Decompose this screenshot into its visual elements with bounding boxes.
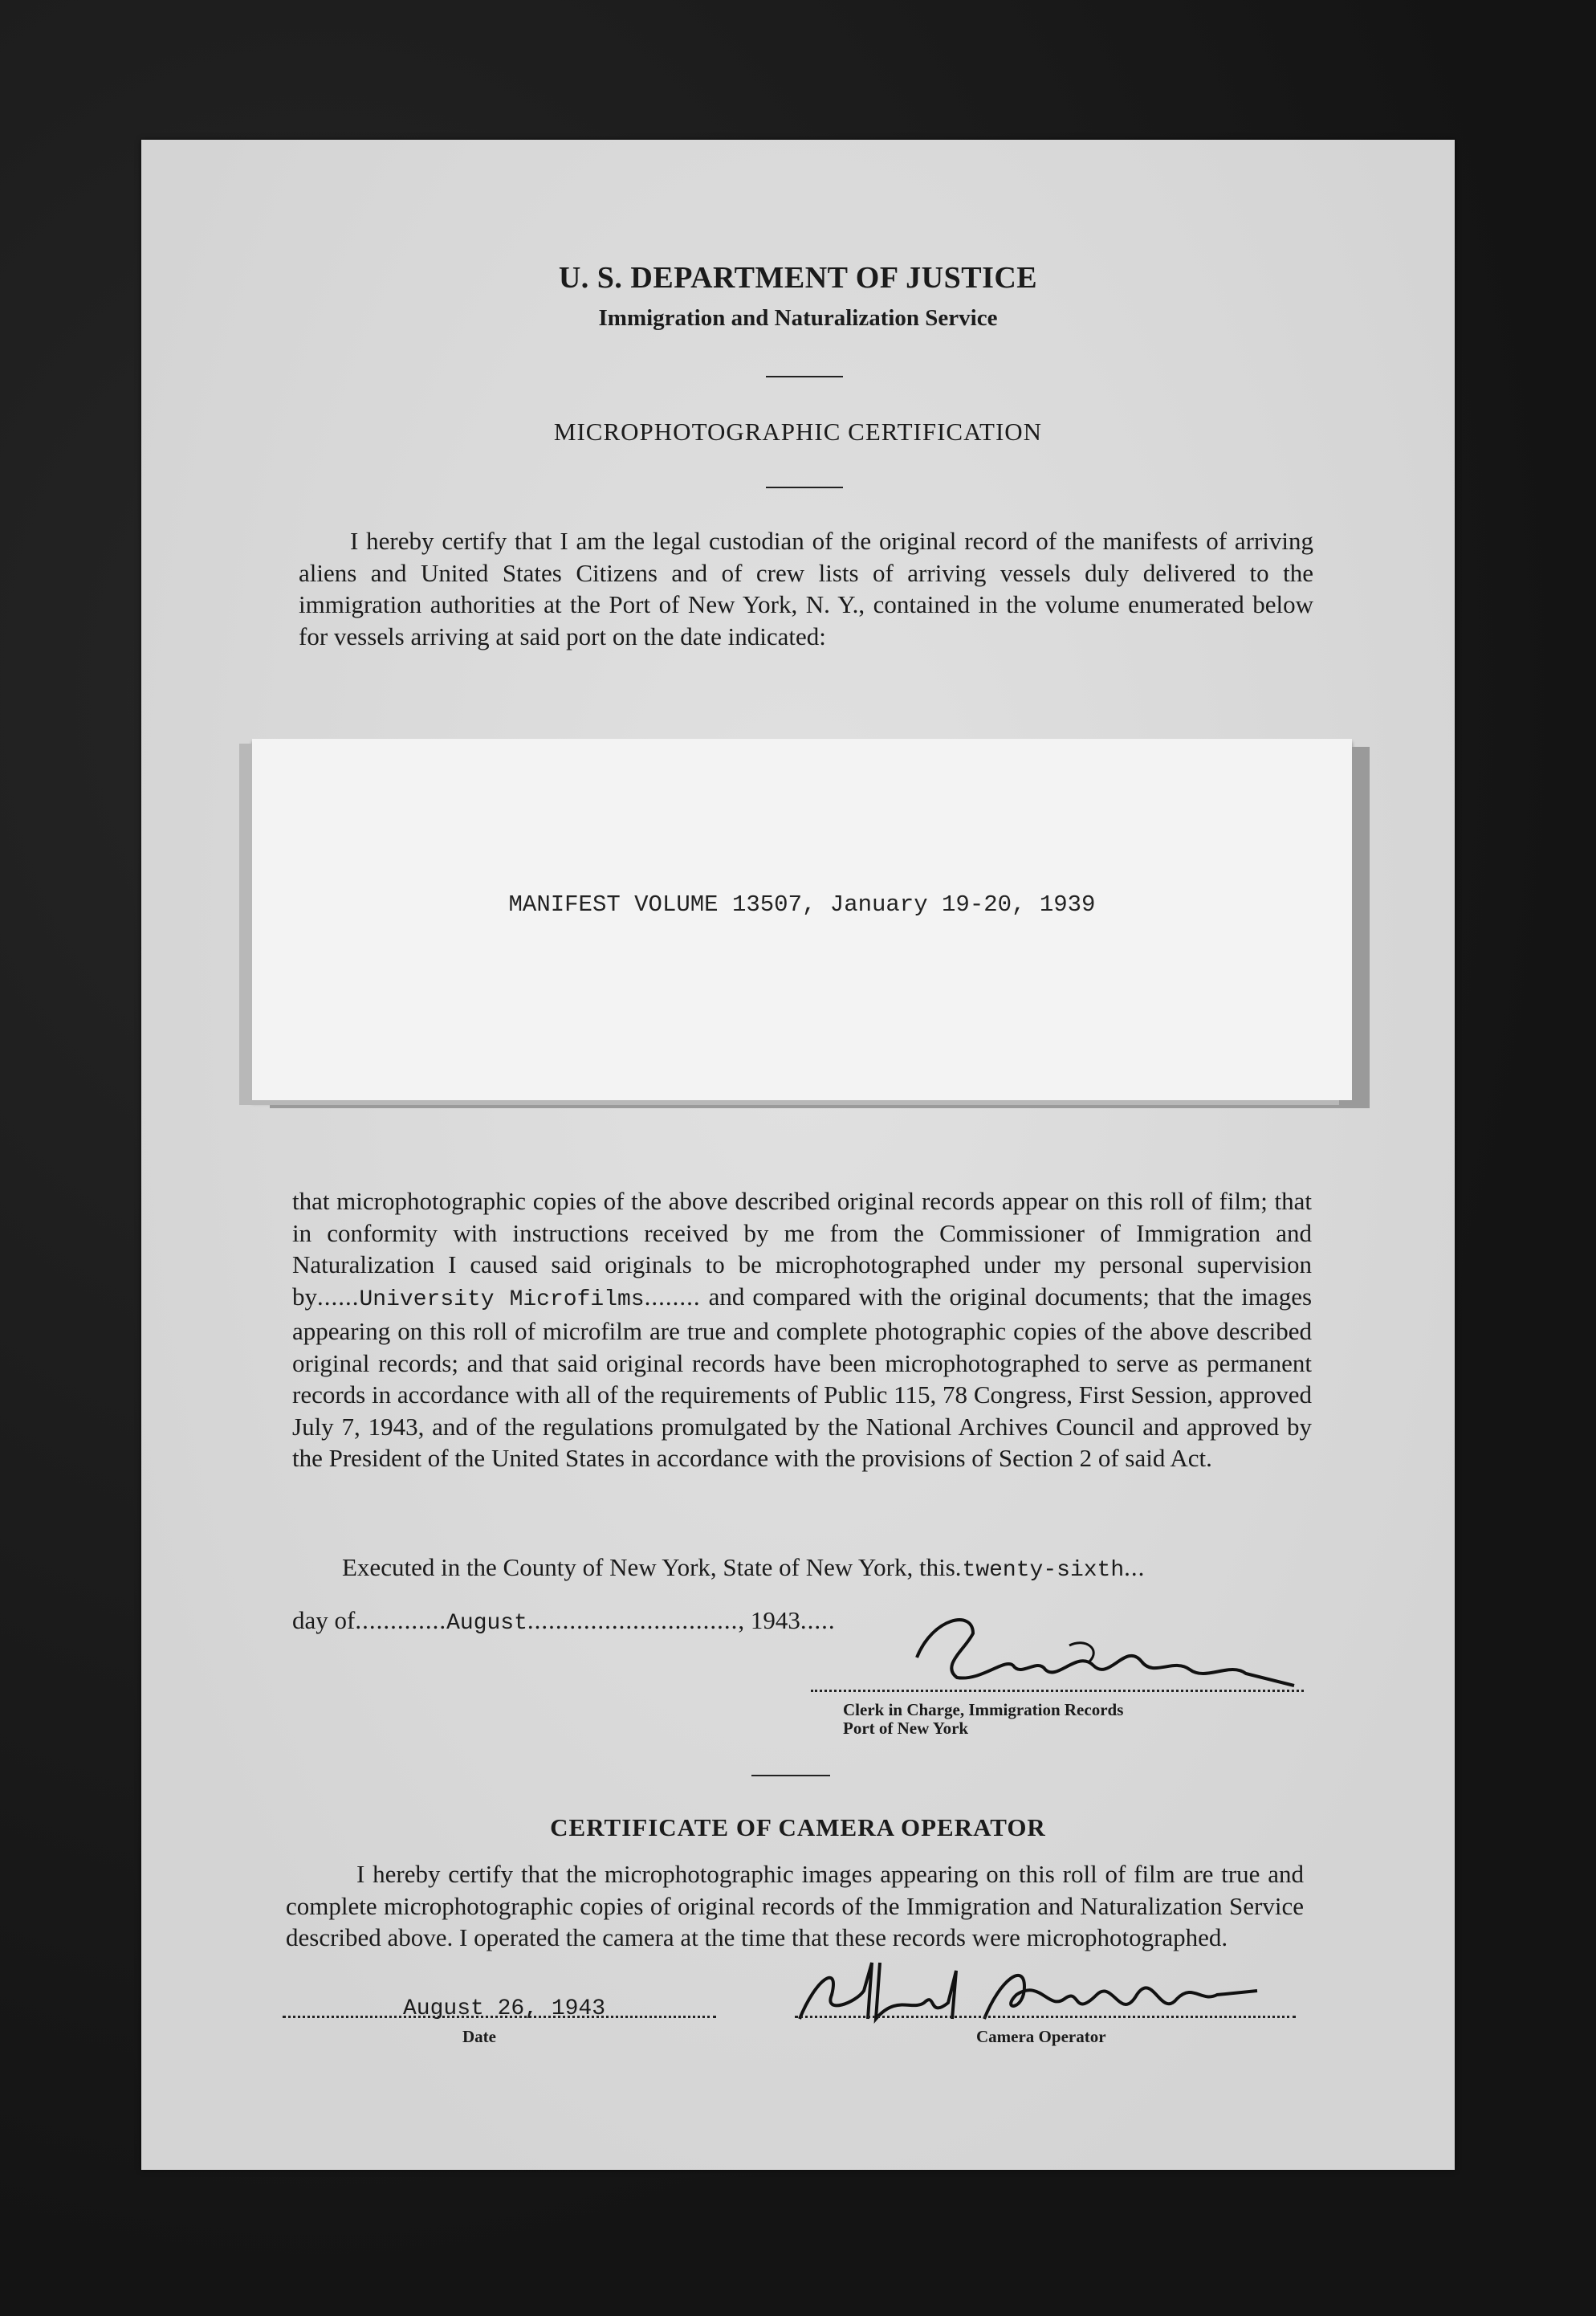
volume-label-strip: [252, 739, 1352, 1100]
date-line: [283, 2016, 716, 2018]
camera-operator-label: Camera Operator: [976, 2027, 1106, 2046]
camera-operator-signature: [784, 1947, 1265, 2035]
supervisor-name: University Microfilms: [359, 1286, 645, 1312]
body-text-part1: that microphotographic copies of the above described original records appear on this roll of film; that in conformity with instructions received by me from the Commissioner of Immigration and Naturalization I caused said originals to be microphotographed under my personal supervision by: [292, 1187, 1312, 1311]
body-text-part2: and compared with the original documents; that the images appearing on this roll of microfilm are true and complete photographic copies of the above described original records; and that said original records have been microphotographed to serve as permanent records in accordance with all of the requirements of Public 115, 78 Congress, First Session, approved July 7, 1943, and of the regulations promulgated by the National Archives Council and approved by the President of the United States in accordance with the provisions of Section 2 of said Act.: [292, 1282, 1313, 1472]
clerk-title-line2: Port of New York: [843, 1719, 969, 1738]
operator-signature-line: [795, 2016, 1296, 2018]
divider: [766, 376, 843, 377]
camera-date-value: August 26, 1943: [403, 1996, 606, 2021]
service-subheading: Immigration and Naturalization Service: [598, 305, 998, 331]
day-of-label: day of: [292, 1606, 356, 1634]
execution-line: Executed in the County of New York, State of New York, this.twenty-sixth...: [342, 1553, 1146, 1583]
intro-paragraph: I hereby certify that I am the legal custodian of the original record of the manifests of arriving aliens and United States Citizens and of crew lists of arriving vessels duly delivered to the immigration authorities at the Port of New York, N. Y., contained in the volume enumerated below for vessels arriving at said port on the date indicated:: [299, 527, 1313, 650]
execution-prefix: Executed in the County of New York, State of New York, this: [342, 1553, 955, 1581]
clerk-signature-line: [811, 1690, 1304, 1692]
execution-day-value: twenty-sixth: [962, 1558, 1125, 1583]
camera-certificate-title: CERTIFICATE OF CAMERA OPERATOR: [550, 1813, 1046, 1841]
camera-paragraph: I hereby certify that the microphotographic images appearing on this roll of film are true and complete microphotographic copies of original records of the Immigration and Naturalization Service described above. I operated the camera at the time that these records were microphotographed.: [286, 1860, 1304, 1951]
manifest-volume-label: MANIFEST VOLUME 13507, January 19-20, 1939: [508, 891, 1096, 918]
execution-month-value: August: [446, 1611, 527, 1636]
execution-year: , 1943: [738, 1606, 800, 1634]
department-heading: U. S. DEPARTMENT OF JUSTICE: [558, 261, 1038, 295]
body-paragraph: that microphotographic copies of the above described original records appear on this roll of film; that in conformity with instructions received by me from the Commissioner of Immigration and Naturalization I caused said originals to be microphotographed under my personal supervision by......University Microfilms........ and compared with the original documents; that the images appearing on this roll of microfilm are true and complete photographic copies of the above described original records; and that said original records have been microphotographed to serve as permanent records in accordance with all of the requirements of Public 115, 78 Congress, First Session, approved July 7, 1943, and of the regulations promulgated by the National Archives Council and approved by the President of the United States in accordance with the provisions of Section 2 of said Act.: [292, 1187, 1313, 1472]
date-label: Date: [462, 2027, 496, 2046]
divider: [751, 1775, 830, 1776]
day-of-line: day of.............August.............................., 1943.....: [292, 1606, 836, 1636]
clerk-title: [843, 1701, 1123, 1738]
certification-title: MICROPHOTOGRAPHIC CERTIFICATION: [553, 418, 1043, 446]
clerk-signature: [885, 1601, 1302, 1698]
certificate-page: [141, 140, 1455, 2170]
clerk-title-line1: Clerk in Charge, Immigration Records: [843, 1700, 1124, 1719]
divider: [766, 487, 843, 488]
